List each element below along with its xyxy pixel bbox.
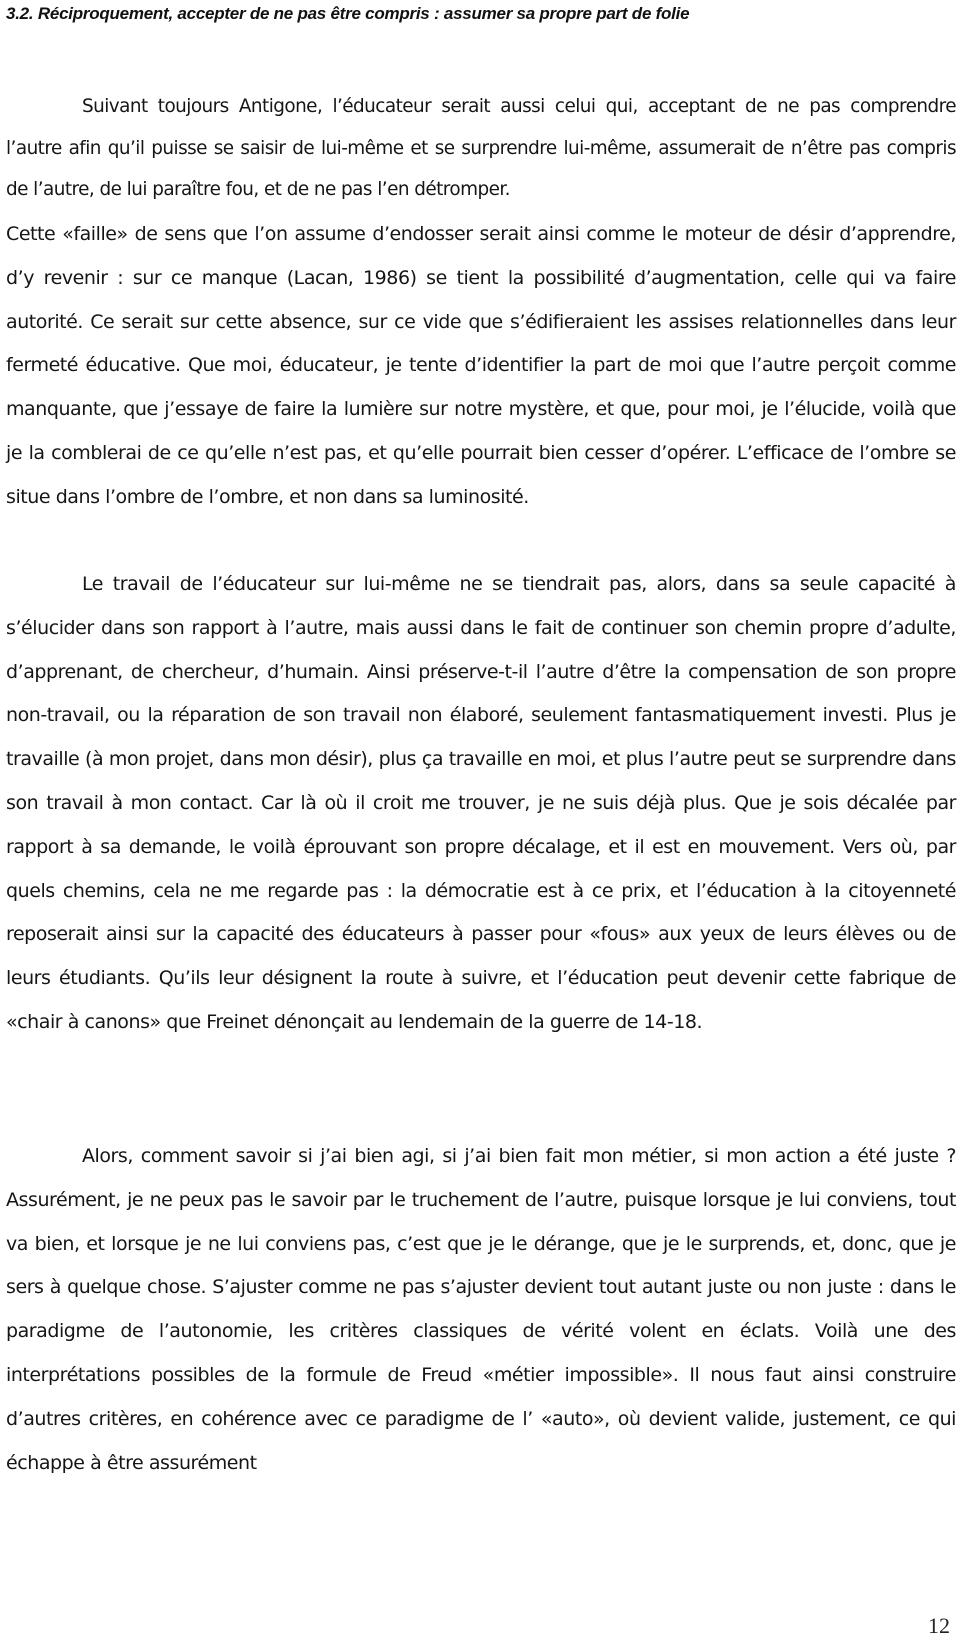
paragraph-travail-educateur: Le travail de l’éducateur sur lui-même ne se tiendrait pas, alors, dans sa seule capacité à s’élucider dans son rapport à l’autre, mais aussi dans le fait de continuer son chemin propre d’adulte, d’apprenant, de chercheur, d’humain. Ainsi préserve-t-il l’autre d’être la compensation de son propre non-travail, ou la réparation de son travail non élaboré, seulement fantasmatiquement investi. Plus je travaille (à mon projet, dans mon désir), plus ça travaille en moi, et plus l’autre peut se surprendre dans son travail à mon contact. Car là où il croit me trouver, je ne suis déjà plus. Que je sois décalée par rapport à sa demande, le voilà éprouvant son propre décalage, et il est en mouvement. Vers où, par quels chemins, cela ne me regarde pas : la démocratie est à ce prix, et l’éducation à la citoyenneté reposerait ainsi sur la capacité des éducateurs à passer pour «fous» aux yeux de leurs élèves ou de leurs étudiants. Qu’ils leur désignent la route à suivre, et l’éducation peut devenir cette fabrique de «chair à canons» que Freinet dénonçait au lendemain de la guerre de 14-18.	[6, 573, 956, 1033]
paragraph-savoir-bien-agi: Alors, comment savoir si j’ai bien agi, si j’ai bien fait mon métier, si mon action a été juste ? Assurément, je ne peux pas le savoir par le truchement de l’autre, puisque lorsque je lui conviens, tout va bien, et lorsque je ne lui conviens pas, c’est que je le dérange, que je le surprends, et, donc, que je sers à quelque chose. S’ajuster comme ne pas s’ajuster devient tout autant juste ou non juste : dans le paradigme de l’autonomie, les critères classiques de vérité volent en éclats. Voilà une des interprétations possibles de la formule de Freud «métier impossible». Il nous faut ainsi construire d’autres critères, en cohérence avec ce paradigme de l’ «auto», où devient valide, justement, ce qui échappe à être assurément	[6, 1145, 956, 1474]
paragraph-intro: Suivant toujours Antigone, l’éducateur serait aussi celui qui, acceptant de ne pas comprendre l’autre afin qu’il puisse se saisir de lui-même et se surprendre lui-même, assumerait de n’être pas compris de l’autre, de lui paraître fou, et de ne pas l’en détromper.	[6, 96, 956, 200]
page-number: 12	[928, 1613, 950, 1638]
section-title: Réciproquement, accepter de ne pas être compris : assumer sa propre part de folie	[37, 4, 690, 23]
paragraph-faille: Cette «faille» de sens que l’on assume d’endosser serait ainsi comme le moteur de désir d’apprendre, d’y revenir : sur ce manque (Lacan, 1986) se tient la possibilité d’augmentation, celle qui va faire autorité. Ce serait sur cette absence, sur ce vide que s’édifieraient les assises relationnelles dans leur fermeté éducative. Que moi, éducateur, je tente d’identifier la part de moi que l’autre perçoit comme manquante, que j’essaye de faire la lumière sur notre mystère, et que, pour moi, je l’élucide, voilà que je la comblerai de ce qu’elle n’est pas, et qu’elle pourrait bien cesser d’opérer. L’efficace de l’ombre se situe dans l’ombre de l’ombre, et non dans sa luminosité.	[6, 223, 956, 508]
section-heading	[6, 2, 956, 26]
section-number: 3.2.	[6, 4, 34, 23]
